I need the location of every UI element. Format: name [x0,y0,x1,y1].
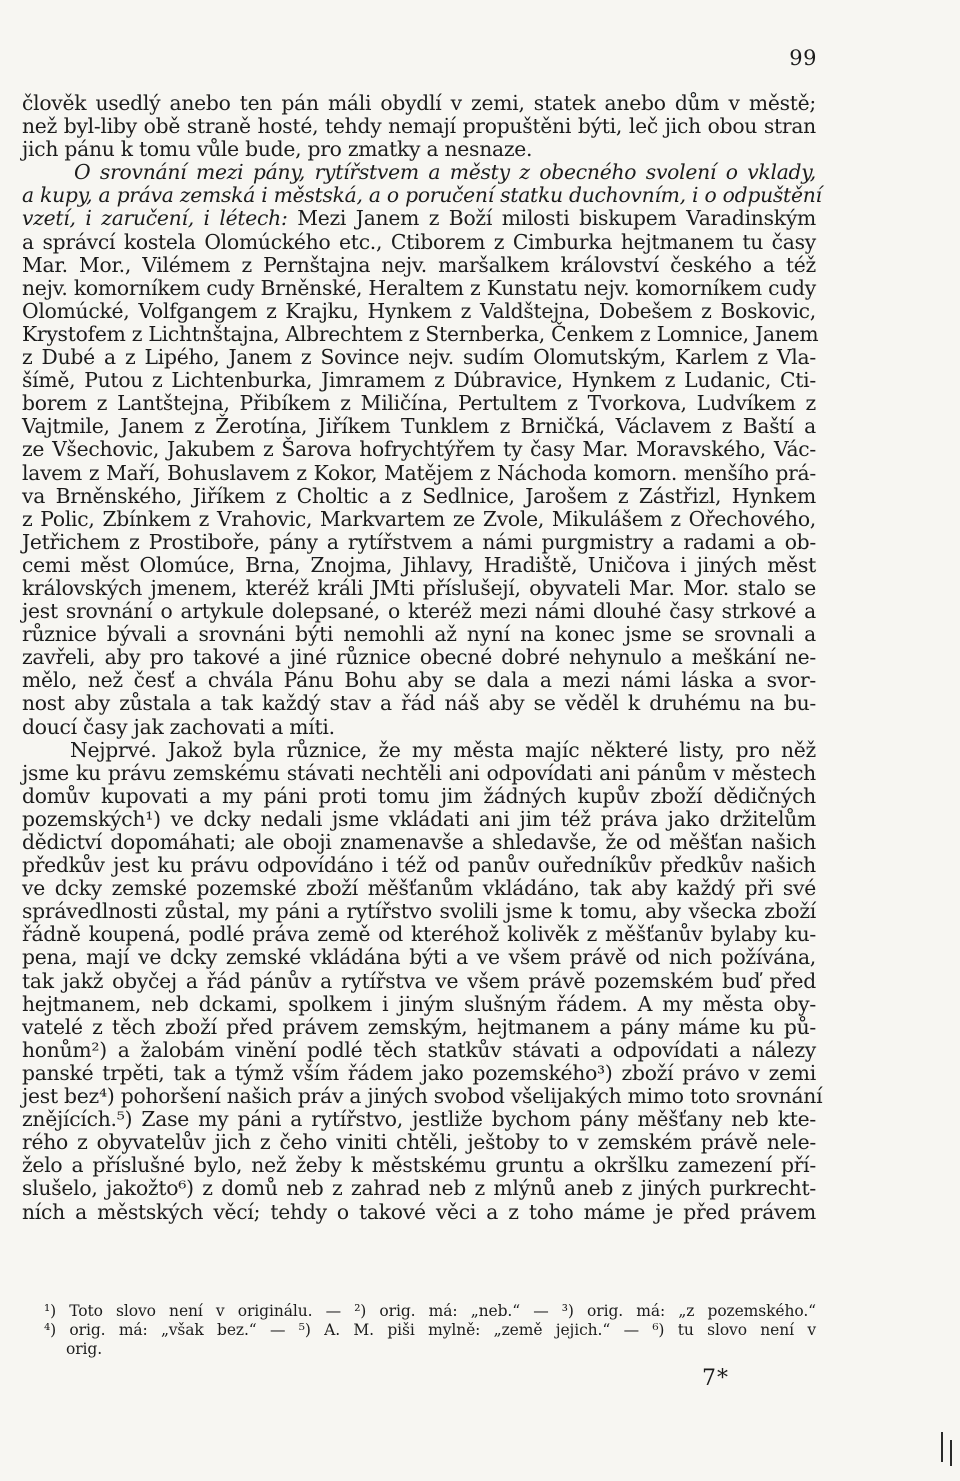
text-line: Olomúcké, Volfgangem z Krajku, Hynkem z Valdštejna, Dobešem z Boskovic, [22,298,816,323]
text-line: pena, mají ve dcky zemské vkládána býti a ve všem právě od nich požívána, [22,945,816,970]
text-line: zavřeli, aby pro takové a jiné různice obecné dobré nehynulo a meškání ne- [22,645,816,670]
text-line: pozemských¹) ve dcky nedali jsme vkládati ani jim též práva jako držitelům [22,806,816,831]
italic-heading-fragment: vzetí, i zaručení, i létech: [22,206,288,231]
text-line: člověk usedlý anebo ten pán máli obydlí v zemi, statek anebo dům v městě; [22,91,816,115]
text-line: než byl-liby obě straně hosté, tehdy nemají propuštěni býti, leč jich obou stran [22,114,816,139]
text-line: va Brněnského, Jiříkem z Choltic a z Sedlnice, Jarošem z Zástřizl, Hynkem [22,483,816,508]
text-line: ze Všechovic, Jakubem z Šarova hofrychtýřem ty časy Mar. Moravského, Vác- [22,437,816,462]
text-line: jest srovnání o artykule dolepsané, o kteréž mezi námi dlouhé časy strkové a [22,599,816,624]
text-line: rého z obyvatelův jich z čeho viniti chtěli, ještoby to v zemském právě nele- [22,1130,816,1155]
text-line: z Polic, Zbínkem z Vrahovic, Markvartem ze Zvole, Mikulášem z Ořechového, [22,506,816,531]
text-line: domův kupovati a my páni proti tomu jim žádných kupův zboží dědičných [22,783,816,808]
text-line: nejv. komorníkem cudy Brněnské, Heraltem z Kunstatu nejv. komorníkem cudy [22,275,816,300]
text-line: panské trpěti, tak a týmž vším řádem jako pozemského³) zboží právo v zemi [22,1060,816,1085]
text-line: slušelo, jakožto⁶) z domů neb z zahrad neb z mlýnů aneb z jiných purkrecht- [22,1176,816,1201]
text-line: tak jakž obyčej a řád pánův a rytířstva ve všem právě pozemském buď před [22,968,816,993]
scan-edge-mark [950,1440,952,1466]
text-line: šímě, Putou z Lichtenburka, Jimramem z Dúbravice, Hynkem z Ludanic, Cti- [22,368,816,393]
text-line: Jetřichem z Prostiboře, pány a rytířstvem a námi purgmistry a radami a ob- [22,529,816,554]
text-line: znějících.⁵) Zase my páni a rytířstvo, jestliže bychom pány měšťany neb kte- [22,1107,816,1132]
text-line: jest bez⁴) pohoršení našich práv a jiných svobod všelijakých mimo toto srovnání [22,1084,823,1109]
text-line: jich pánu k tomu vůle bude, pro zmatky a nesnaze. [22,137,533,162]
text-line: řádně koupená, podlé práva země od kteréhož kolivěk z měšťanův bylaby ku- [22,922,816,947]
text-line: Nejprvé. Jakož byla různice, že my města majíc některé listy, pro něž [70,737,816,762]
signature-mark: 7* [702,1366,729,1391]
text-line: Vajtmile, Janem z Žerotína, Jiříkem Tunklem z Brničká, Václavem z Baští a [22,414,816,439]
text-line: správedlnosti zůstal, my páni a rytířstvo svolili jsme k tomu, aby všecka zboží [22,899,816,924]
scan-edge-mark [941,1432,943,1462]
text-line: dědictví dopomáhati; ale oboji znamenavše a shledavše, že od měšťan našich [22,830,816,854]
text-line: z Dubé a z Lipého, Janem z Sovince nejv. sudím Olomutským, Karlem z Vla- [22,345,816,370]
text-line: a správcí kostela Olomúckého etc., Ctiborem z Cimburka hejtmanem tu časy [22,229,816,254]
text-line: vatelé z těch zboží před právem zemským, hejtmanem a pány máme ku pů- [22,1014,816,1039]
text-line: želo a příslušné bylo, než žeby k městskému gruntu a okršlku zamezení pří- [22,1153,816,1178]
text-line: doucí časy jak zachovati a míti. [22,714,335,739]
text-line: Mar. Mor., Vilémem z Pernštajna nejv. maršalkem království českého a též [22,252,816,277]
text-line: hejtmanem, neb dckami, spolkem i jiným slušným řádem. A my města oby- [22,991,816,1016]
body-text [22,91,823,1224]
text-line: honům²) a žalobám vinění podlé těch statkův stávati a odpovídati a nálezy [22,1037,816,1062]
text-line: královských jmenem, kteréž králi JMti příslušejí, obyvateli Mar. Mor. stalo se [22,575,816,600]
text-line: Krystofem z Lichtnštajna, Albrechtem z Sternberka, Čenkem z Lomnice, Janem [22,321,819,346]
text-line: lavem z Maří, Bohuslavem z Kokor, Matějem z Náchoda komorn. menšího prá- [22,460,816,485]
text-line: různice bývali a srovnáni býti nemohli až nyní na konec jsme se srovnali a [22,622,816,647]
footnote-line: orig. [66,1340,103,1358]
text-line: jsme ku právu zemskému stávati nechtěli ani odpovídati ani pánům v městech [22,760,816,785]
text-line: předkův jest ku právu odpovídáno i též od panův ouředníkův předkův našich [22,853,816,878]
text-line: nost aby zůstala a tak každý stav a řád náš aby se věděl k druhému na bu- [22,691,816,716]
text-line: mělo, než česť a chvála Pánu Bohu aby se dala a mezi námi láska a svor- [22,668,816,693]
footnote-line: ⁴) orig. má: „však bez.“ — ⁵) A. M. piši mylně: „země jejich.“ — ⁶) tu slovo není v [44,1321,816,1339]
text-line: O srovnání mezi pány, rytířstvem a městy z obecného svolení o vklady, [74,160,816,185]
text-fragment: Mezi Janem z Boží milosti biskupem Varadinským [287,206,817,231]
footnote-line: ¹) Toto slovo není v originálu. — ²) orig. má: „neb.“ — ³) orig. má: „z pozemského.“ [44,1302,816,1320]
footnotes [44,1302,816,1359]
text-line: cemi měst Olomúce, Brna, Znojma, Jihlavy, Hradiště, Uničova i jiných měst [22,552,816,577]
text-line: borem z Lantštejna, Přibíkem z Miličína, Pertultem z Tvorkova, Ludvíkem z [22,391,816,416]
text-line [22,207,816,230]
text-line: ve dcky zemské pozemské zboží měšťanům vkládáno, tak aby každý při své [22,876,816,901]
text-line: ních a městských věcí; tehdy o takové věci a z toho máme je před právem [22,1199,816,1224]
text-line: a kupy, a práva zemská i městská, a o poručení statku duchovním, i o odpuštění [22,183,822,208]
page-number: 99 [789,46,817,70]
